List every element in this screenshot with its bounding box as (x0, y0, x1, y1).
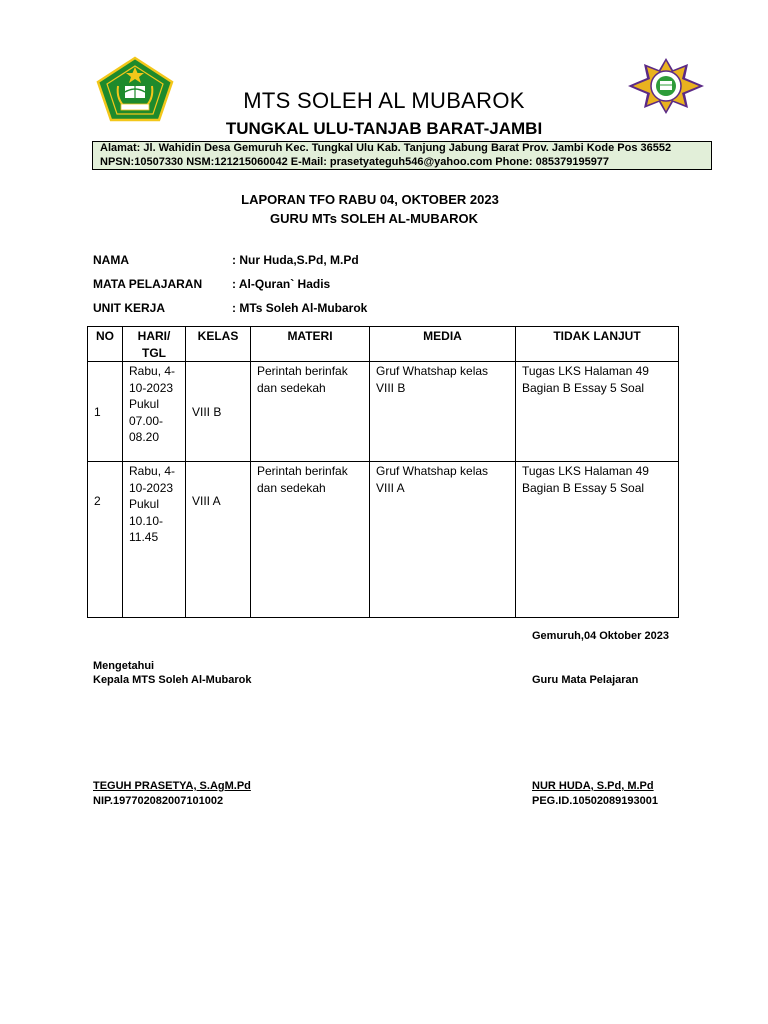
col-header-hari: HARI/ TGL (123, 327, 186, 362)
info-value-nama: : Nur Huda,S.Pd, M.Pd (232, 253, 359, 267)
cell-hari: Rabu, 4-10-2023 Pukul 10.10-11.45 (123, 462, 186, 618)
report-subtitle: GURU MTs SOLEH AL-MUBAROK (270, 211, 478, 226)
col-header-materi: MATERI (251, 327, 370, 362)
info-label-unit: UNIT KERJA (93, 301, 166, 315)
cell-media: Gruf Whatshap kelas VIII B (370, 362, 516, 462)
cell-kelas (186, 462, 251, 618)
table-row (88, 462, 679, 618)
cell-materi: Perintah berinfak dan sedekah (251, 362, 370, 462)
acknowledge-label: Mengetahui (93, 660, 155, 672)
cell-kelas: VIII B (186, 362, 251, 462)
info-label-nama: NAMA (93, 253, 129, 267)
teacher-name: NUR HUDA, S.Pd, M.Pd (532, 780, 654, 792)
report-title: LAPORAN TFO RABU 04, OKTOBER 2023 (241, 192, 499, 207)
table-header-row (88, 327, 679, 362)
place-date: Gemuruh,04 Oktober 2023 (532, 630, 669, 642)
cell-no (88, 462, 123, 618)
cell-media: Gruf Whatshap kelas VIII A (370, 462, 516, 618)
cell-tindak: Tugas LKS Halaman 49 Bagian B Essay 5 Soal (516, 462, 679, 618)
table-row (88, 362, 679, 462)
headmaster-title: Kepala MTS Soleh Al-Mubarok (93, 674, 252, 686)
col-header-kelas: KELAS (186, 327, 251, 362)
school-name: MTS SOLEH AL MUBAROK (243, 88, 525, 113)
address-line-1: Alamat: Jl. Wahidin Desa Gemuruh Kec. Tungkal Ulu Kab. Tanjung Jabung Barat Prov. Jambi Kode Pos 36552 (100, 142, 672, 154)
report-table (87, 326, 679, 618)
col-header-tindak: TIDAK LANJUT (516, 327, 679, 362)
teacher-id: PEG.ID.10502089193001 (532, 795, 658, 807)
cell-no: 1 (88, 362, 123, 462)
cell-materi: Perintah berinfak dan sedekah (251, 462, 370, 618)
school-region: TUNGKAL ULU-TANJAB BARAT-JAMBI (225, 119, 543, 138)
cell-hari: Rabu, 4-10-2023 Pukul 07.00-08.20 (123, 362, 186, 462)
headmaster-id: NIP.197702082007101002 (93, 795, 224, 807)
address-box (92, 141, 712, 170)
info-value-mapel: : Al-Quran` Hadis (232, 277, 331, 291)
headmaster-name: TEGUH PRASETYA, S.AgM.Pd (93, 780, 251, 792)
cell-no-text: 2 (94, 494, 101, 508)
cell-kelas-text: VIII A (192, 494, 221, 508)
info-label-mapel: MATA PELAJARAN (93, 277, 203, 291)
address-line-2: NPSN:10507330 NSM:121215060042 E-Mail: prasetyateguh546@yahoo.com Phone: 085379195977 (100, 155, 610, 168)
col-header-media: MEDIA (370, 327, 516, 362)
teacher-title: Guru Mata Pelajaran (532, 674, 639, 686)
cell-tindak: Tugas LKS Halaman 49 Bagian B Essay 5 Soal (516, 362, 679, 462)
info-value-unit: : MTs Soleh Al-Mubarok (232, 301, 368, 315)
col-header-no: NO (88, 327, 123, 362)
